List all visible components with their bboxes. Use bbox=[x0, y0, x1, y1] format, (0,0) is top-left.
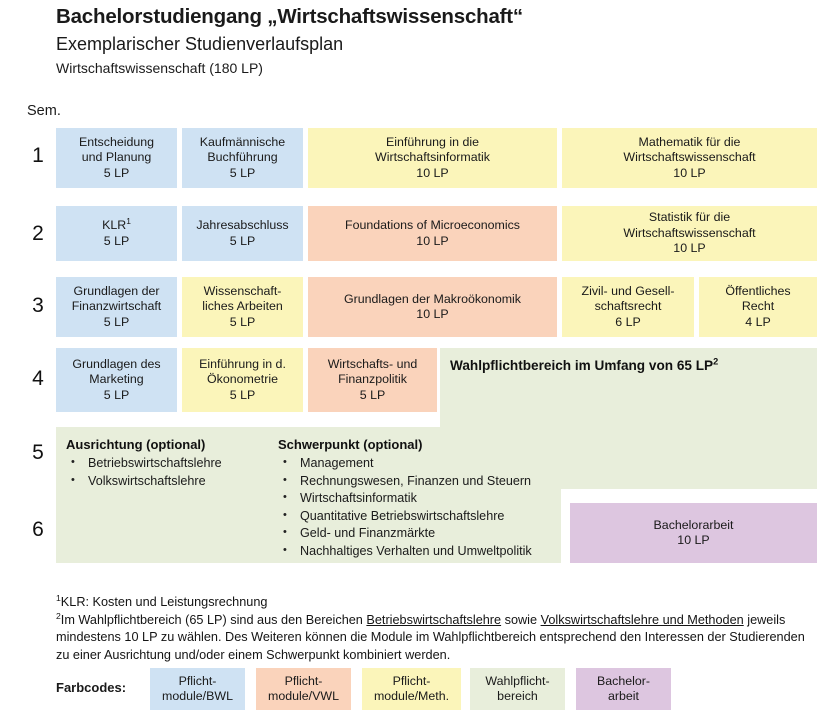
module-title-line: Kaufmännische bbox=[199, 134, 286, 149]
page-subtitle: Exemplarischer Studienverlaufsplan bbox=[56, 34, 344, 54]
module-title-line: Buchführung bbox=[207, 150, 278, 165]
module-title-line: Wirtschaftswissenschaft bbox=[623, 225, 756, 240]
module-title-line: Entscheidung bbox=[78, 134, 155, 149]
module-credits: 10 LP bbox=[416, 307, 449, 321]
page-title: Bachelorstudiengang „Wirtschaftswissenschaft“ bbox=[56, 5, 523, 28]
semester-number-6: 6 bbox=[32, 518, 44, 541]
module-credits: 10 LP bbox=[677, 533, 710, 547]
wahlpflicht-heading-text: Wahlpflichtbereich im Umfang von 65 LP bbox=[450, 358, 714, 373]
module-credits: 10 LP bbox=[416, 165, 449, 180]
module-title-line: Recht bbox=[741, 299, 775, 314]
module-box-grundlagen-des-marketing[interactable] bbox=[56, 348, 177, 412]
module-title-line: Ökonometrie bbox=[207, 372, 278, 387]
module-credits: 5 LP bbox=[103, 314, 130, 329]
list-item: • Wirtschaftsinformatik bbox=[278, 490, 532, 508]
footnote-2-part1: Im Wahlpflichtbereich (65 LP) sind aus den Bereichen bbox=[60, 612, 367, 627]
module-credits: 5 LP bbox=[103, 233, 130, 248]
module-credits: 10 LP bbox=[673, 165, 706, 180]
module-title-line: Grundlagen der bbox=[73, 283, 160, 298]
module-title-line: Bachelorarbeit bbox=[653, 517, 734, 532]
footnote-2-underlined-vwl: Volkswirtschaftslehre und Methoden bbox=[540, 612, 744, 627]
module-box-kaufmaennische-buchfuehrung[interactable] bbox=[182, 128, 303, 188]
list-item: • Betriebswirtschaftslehre bbox=[66, 455, 222, 473]
wahlpflichtbereich-block-right[interactable] bbox=[561, 427, 817, 489]
module-credits: 6 LP bbox=[615, 314, 641, 329]
legend-item-pflichtmodule-vwl bbox=[256, 668, 351, 710]
list-item: • Rechnungswesen, Finanzen und Steuern bbox=[278, 473, 532, 491]
legend-item-pflichtmodule-meth bbox=[362, 668, 461, 710]
module-title-line: Statistik für die bbox=[648, 210, 731, 225]
module-title-line: Wissenschaft- bbox=[203, 283, 282, 298]
module-title-line: Einführung in d. bbox=[199, 356, 286, 371]
module-box-grundlagen-finanzwirtschaft[interactable] bbox=[56, 277, 177, 337]
program-credits-line: Wirtschaftswissenschaft (180 LP) bbox=[56, 60, 263, 76]
legend-item-line: Pflicht- bbox=[284, 673, 323, 688]
module-credits: 4 LP bbox=[745, 314, 771, 329]
semester-number-2: 2 bbox=[32, 222, 44, 245]
module-title-superscript: 1 bbox=[126, 215, 131, 226]
semester-column-header: Sem. bbox=[27, 103, 61, 119]
legend-item-line: module/Meth. bbox=[373, 689, 450, 703]
legend-item-wahlpflichtbereich bbox=[470, 668, 565, 710]
wahlpflicht-heading bbox=[450, 358, 718, 373]
module-title-line: Wirtschafts- und bbox=[327, 356, 418, 371]
module-credits: 5 LP bbox=[229, 314, 256, 329]
module-title-line: Einführung in die bbox=[386, 134, 479, 149]
footnote-1 bbox=[56, 594, 816, 612]
module-credits: 5 LP bbox=[229, 387, 256, 402]
module-title-line: Foundations of Microeconomics bbox=[345, 218, 520, 232]
ausrichtung-title: Ausrichtung (optional) bbox=[66, 437, 206, 452]
list-item: • Management bbox=[278, 455, 532, 473]
module-title-line: Finanzpolitik bbox=[338, 372, 407, 387]
module-box-entscheidung-und-planung[interactable] bbox=[56, 128, 177, 188]
list-item: • Volkswirtschaftslehre bbox=[66, 473, 222, 491]
footnote-2-underlined-bwl: Betriebswirtschaftslehre bbox=[366, 612, 502, 627]
module-box-statistik-wirtschaftswissenschaft[interactable] bbox=[562, 206, 817, 261]
module-box-zivil-und-gesellschaftsrecht[interactable] bbox=[562, 277, 694, 337]
module-credits: 5 LP bbox=[359, 387, 386, 402]
module-title-line: Wirtschaftsinformatik bbox=[375, 150, 490, 165]
legend-item-line: Wahlpflicht- bbox=[485, 673, 550, 688]
schwerpunkt-title: Schwerpunkt (optional) bbox=[278, 437, 423, 452]
module-box-grundlagen-makrooekonomik[interactable] bbox=[308, 277, 557, 337]
module-box-oeffentliches-recht[interactable] bbox=[699, 277, 817, 337]
module-credits: 5 LP bbox=[103, 165, 130, 180]
module-title-text: KLR bbox=[102, 218, 127, 232]
module-box-mathematik-wirtschaftswissenschaft[interactable] bbox=[562, 128, 817, 188]
footnote-2-part2: sowie bbox=[501, 612, 541, 627]
module-title-line: Finanzwirtschaft bbox=[71, 299, 162, 314]
module-title-line bbox=[102, 215, 131, 234]
legend-label: Farbcodes: bbox=[56, 680, 127, 695]
legend-item-line: module/BWL bbox=[162, 689, 233, 703]
module-title-line: und Planung bbox=[81, 150, 152, 165]
module-title-line: Jahresabschluss bbox=[196, 218, 289, 232]
footnote-2-marker: 2 bbox=[56, 610, 61, 621]
legend-item-line: module/VWL bbox=[268, 689, 339, 703]
module-box-jahresabschluss[interactable] bbox=[182, 206, 303, 261]
module-box-wirtschafts-und-finanzpolitik[interactable] bbox=[308, 348, 437, 412]
footnotes bbox=[56, 594, 816, 664]
module-title-line: Grundlagen der Makroökonomik bbox=[343, 291, 521, 306]
module-credits: 5 LP bbox=[229, 165, 256, 180]
legend-item-line: arbeit bbox=[608, 689, 639, 703]
module-title-line: Wirtschaftswissenschaft bbox=[623, 150, 756, 165]
module-credits: 5 LP bbox=[229, 233, 256, 248]
module-credits: 10 LP bbox=[673, 241, 706, 256]
footnote-1-text: KLR: Kosten und Leistungsrechnung bbox=[60, 595, 268, 609]
module-title-line: Grundlagen des bbox=[72, 356, 161, 371]
module-title-line: Marketing bbox=[89, 372, 144, 387]
schwerpunkt-list bbox=[278, 455, 532, 561]
module-box-bachelorarbeit[interactable] bbox=[570, 503, 817, 563]
semester-number-5: 5 bbox=[32, 441, 44, 464]
module-box-einfuehrung-wirtschaftsinformatik[interactable] bbox=[308, 128, 557, 188]
legend-item-line: Pflicht- bbox=[392, 673, 431, 688]
module-box-foundations-of-microeconomics[interactable] bbox=[308, 206, 557, 261]
legend-item-pflichtmodule-bwl bbox=[150, 668, 245, 710]
module-title-line: Zivil- und Gesell- bbox=[581, 283, 675, 298]
footnote-2 bbox=[56, 612, 816, 665]
semester-number-1: 1 bbox=[32, 144, 44, 167]
module-title-line: liches Arbeiten bbox=[202, 299, 283, 314]
list-item: • Quantitative Betriebswirtschaftslehre bbox=[278, 508, 532, 526]
list-item: • Geld- und Finanzmärkte bbox=[278, 525, 532, 543]
legend-item-line: bereich bbox=[497, 689, 538, 703]
module-credits: 5 LP bbox=[103, 387, 130, 402]
semester-number-3: 3 bbox=[32, 294, 44, 317]
module-credits: 10 LP bbox=[416, 233, 449, 248]
module-box-wissenschaftliches-arbeiten[interactable] bbox=[182, 277, 303, 337]
semester-number-4: 4 bbox=[32, 367, 44, 390]
legend-item-bachelorarbeit bbox=[576, 668, 671, 710]
wahlpflicht-heading-superscript: 2 bbox=[713, 356, 719, 367]
footnote-2-part3: jeweils mindestens 10 LP zu wählen. Des Weiteren können die Module im Wahlpflichtbereich entsprechend den Interessen der Studierenden zu einer Ausrichtung und/oder einem Schwerpunkt kombiniert werden. bbox=[56, 612, 805, 662]
footnote-1-marker: 1 bbox=[56, 592, 61, 603]
module-box-klr[interactable] bbox=[56, 206, 177, 261]
list-item: • Nachhaltiges Verhalten und Umweltpolitik bbox=[278, 543, 532, 561]
legend-item-line: Bachelor- bbox=[596, 673, 651, 688]
module-box-einfuehrung-oekonometrie[interactable] bbox=[182, 348, 303, 412]
legend-item-line: Pflicht- bbox=[178, 673, 217, 688]
module-title-line: schaftsrecht bbox=[594, 299, 662, 314]
module-title-line: Öffentliches bbox=[725, 283, 791, 298]
ausrichtung-list bbox=[66, 455, 222, 490]
module-title-line: Mathematik für die bbox=[638, 134, 741, 149]
